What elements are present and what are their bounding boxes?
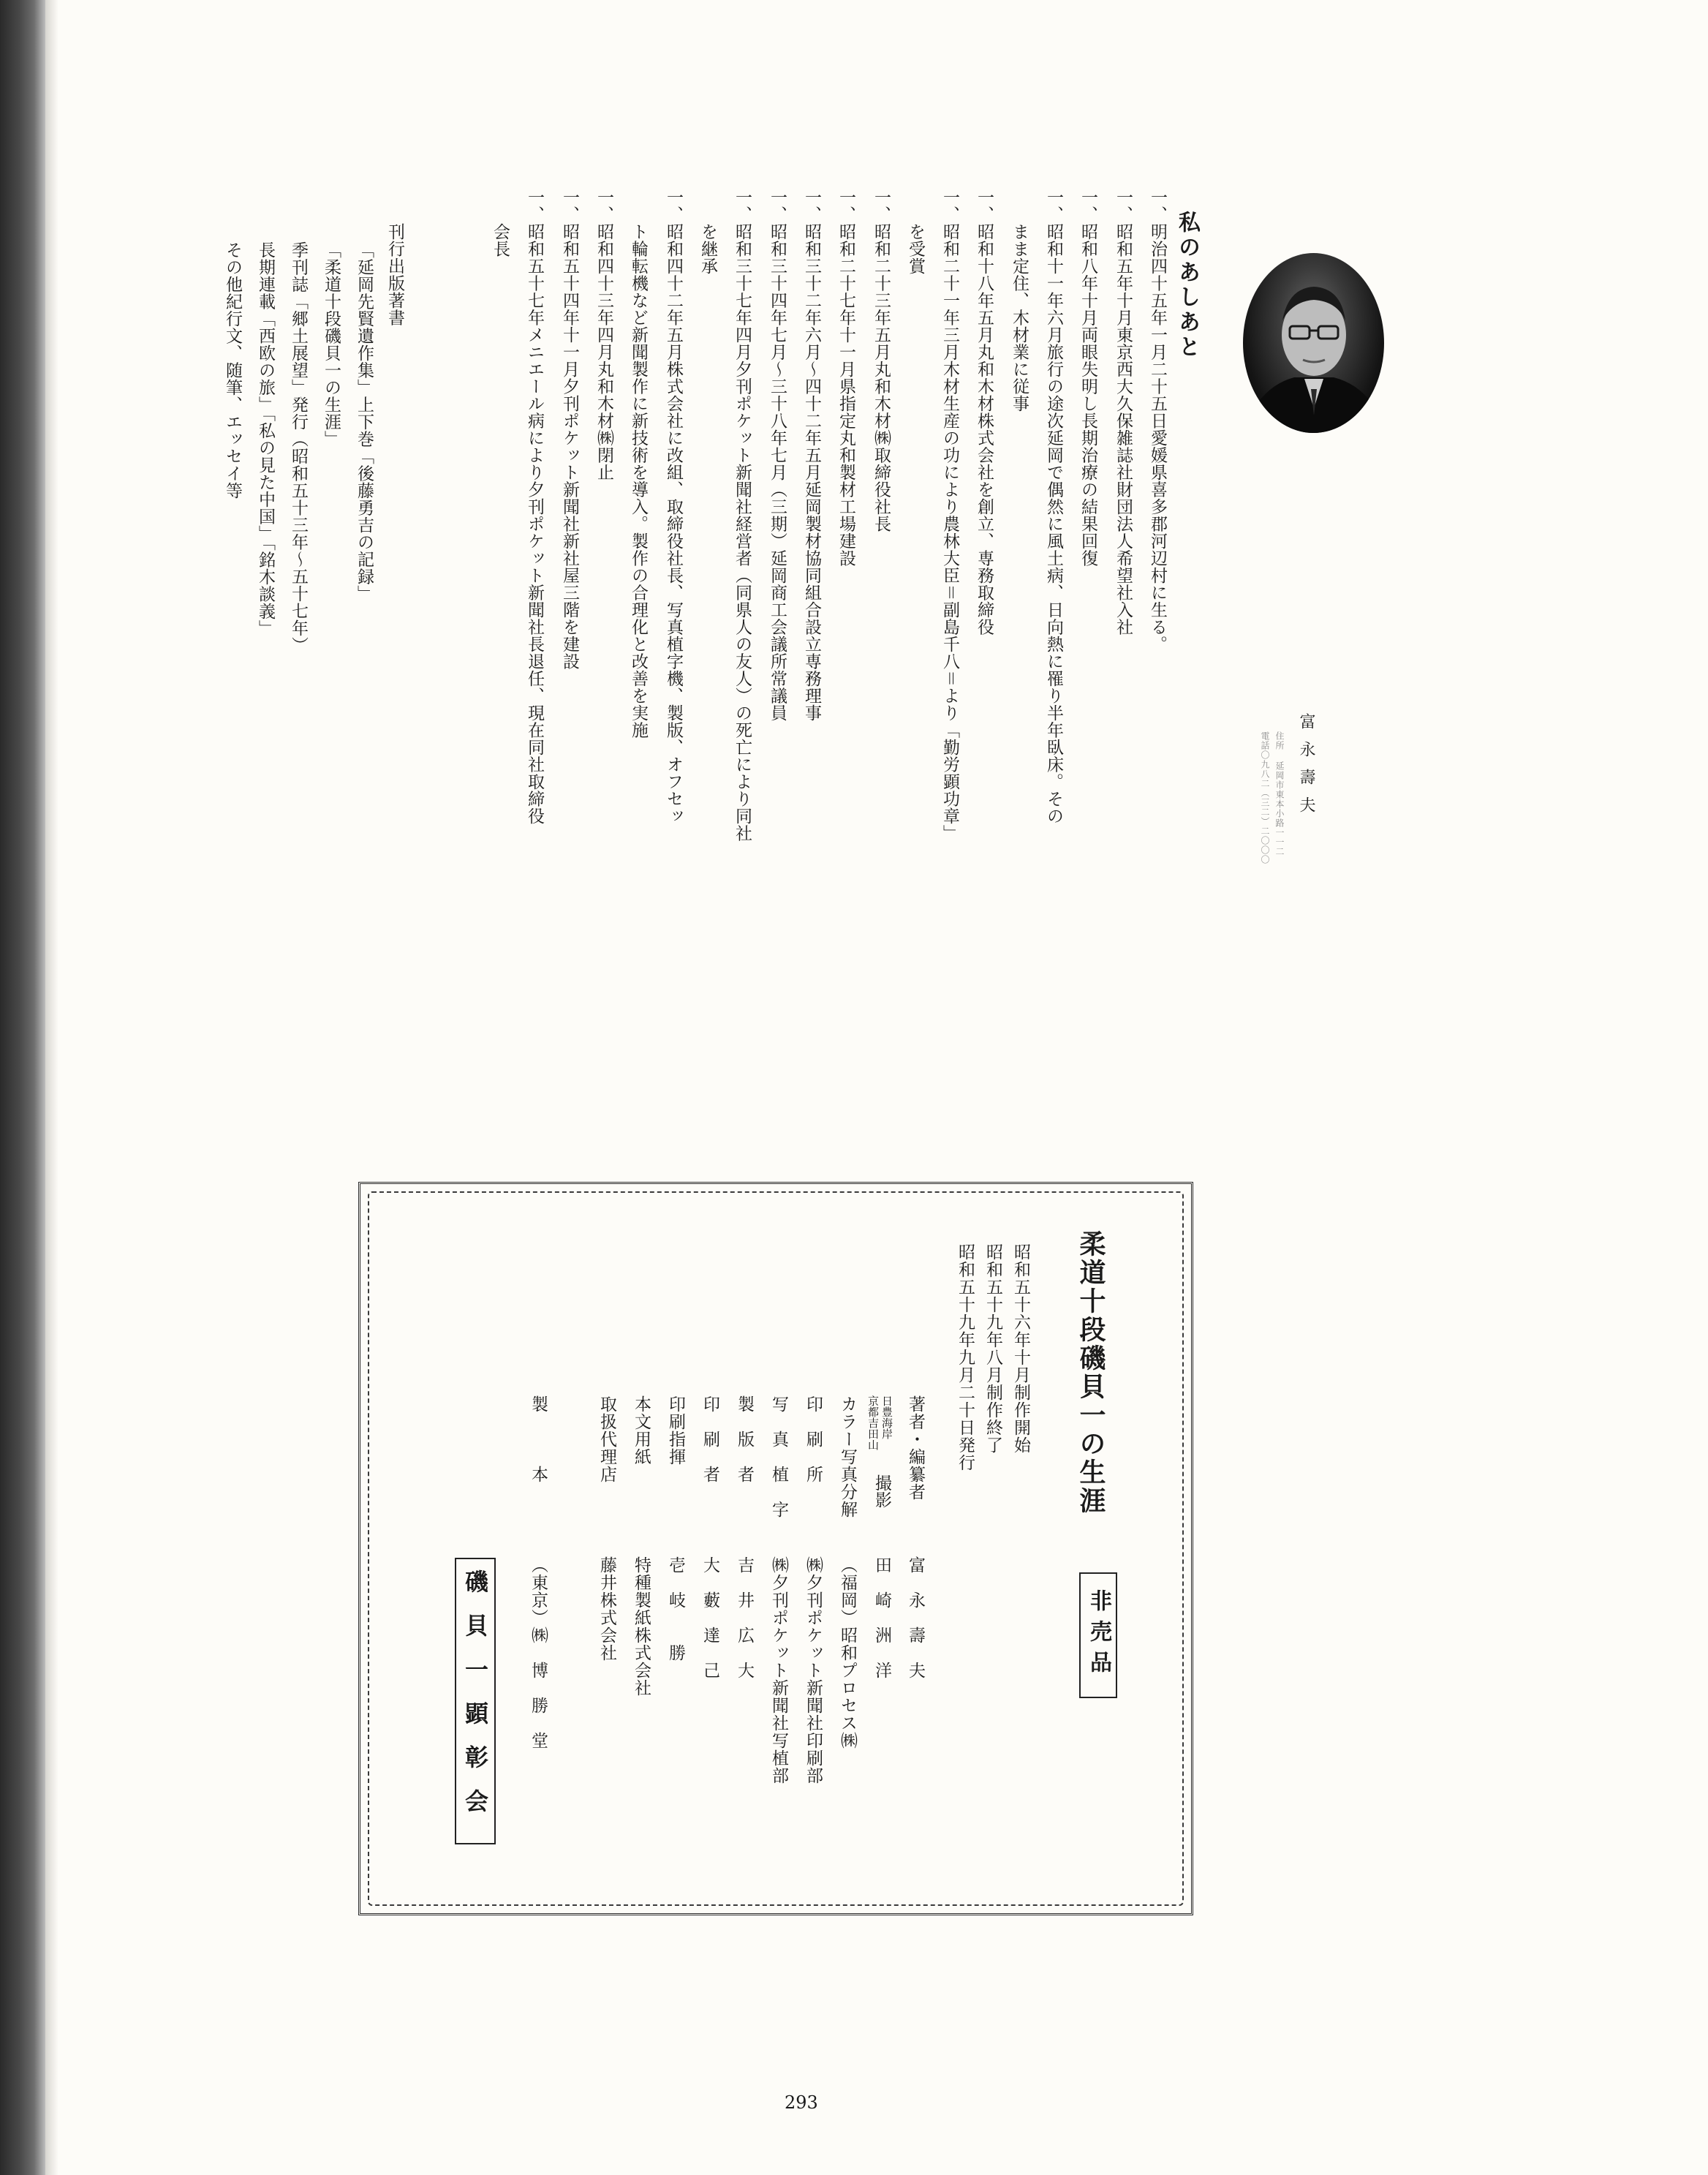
biography-item: まま定住、木材業に従事 (1010, 189, 1029, 412)
publication-item: 「延岡先賢遺作集」上下巻「後藤勇吉の記録」 (355, 241, 374, 603)
colophon-date-start: 昭和五十六年十月制作開始 (1011, 1243, 1030, 1454)
publications-heading: 刊行出版著書 (385, 223, 404, 326)
biography-item: を受賞 (906, 189, 925, 275)
credit-name-printer: ㈱夕刊ポケット新聞社印刷部 (804, 1556, 823, 1784)
biography-item: 一、昭和五年十月東京西大久保雑誌社財団法人希望社入社 (1114, 189, 1133, 636)
biography-item: 一、昭和十一年六月旅行の途次延岡で偶然に風土病、日向熱に罹り半年臥床。その (1044, 189, 1063, 825)
portrait-figure (1243, 253, 1384, 433)
credit-name-binder: （東京）㈱ 博 勝 堂 (529, 1556, 548, 1749)
publication-item: 長期連載「西欧の旅」「私の見た中国」「銘木談義」 (256, 241, 275, 637)
credit-name-pressman: 大 藪 達 己 (700, 1556, 719, 1679)
page-gutter-shadow (45, 0, 58, 2175)
publication-item: 「柔道十段磯貝一の生涯」 (322, 241, 341, 448)
credit-role-color-separation: カラー写真分解 (838, 1395, 857, 1518)
not-for-sale-stamp (1079, 1572, 1117, 1698)
credit-role-author: 著者・編纂者 (906, 1395, 925, 1501)
credit-name-agent: 藤井株式会社 (597, 1556, 616, 1662)
biography-item: 一、昭和二十七年十一月県指定丸和製材工場建設 (836, 189, 855, 567)
credit-name-photo: 田 崎 洲 洋 (872, 1556, 891, 1679)
biography-item: を継承 (698, 189, 717, 275)
biography-item: 会長 (491, 189, 510, 257)
biography-title: 私のあしあと (1174, 211, 1200, 360)
biography-item: ト輪転機など新聞製作に新技術を導入。製作の合理化と改善を実施 (629, 189, 648, 739)
credit-role-photo-line1: 日豊海岸 (880, 1395, 893, 1439)
credit-role-pressman: 印 刷 者 (700, 1395, 719, 1483)
credit-name-paper: 特種製紙株式会社 (632, 1556, 651, 1697)
credit-role-print-director: 印刷指揮 (666, 1395, 685, 1466)
credit-role-paper: 本文用紙 (632, 1395, 651, 1466)
author-address: 住所 延岡市東本小路一一二 (1274, 731, 1285, 856)
book-binding-edge (0, 0, 45, 2175)
credit-role-phototypesetting: 写 真 植 字 (769, 1395, 788, 1518)
author-name: 富永壽夫 (1297, 713, 1315, 824)
credit-role-agent: 取扱代理店 (597, 1395, 616, 1483)
credit-role-photo-suffix: 撮影 (872, 1474, 891, 1508)
page-number: 293 (785, 2092, 818, 2113)
author-phone: 電話〇九八二（三二）二〇〇〇 (1260, 731, 1270, 864)
colophon-date-issue: 昭和五十九年九月二十日発行 (956, 1243, 975, 1471)
credit-name-print-director: 壱 岐 勝 (666, 1556, 685, 1662)
biography-item: 一、明治四十五年一月二十五日愛媛県喜多郡河辺村に生る。 (1148, 189, 1167, 653)
credit-role-printer: 印 刷 所 (804, 1395, 823, 1483)
credit-role-binder: 製 本 (529, 1395, 548, 1483)
biography-item: 一、昭和二十三年五月丸和木材㈱取締役社長 (872, 189, 891, 532)
colophon-date-finish: 昭和五十九年八月制作終了 (983, 1243, 1002, 1454)
biography-item: 一、昭和五十七年メニエール病により夕刊ポケット新聞社長退任、現在同社取締役 (525, 189, 544, 825)
biography-item: 一、昭和五十四年十一月夕刊ポケット新聞社新社屋三階を建設 (560, 189, 579, 670)
publication-item: その他紀行文、随筆、エッセイ等 (223, 241, 242, 500)
colophon-book-title: 柔道十段磯貝一の生涯 (1076, 1230, 1106, 1515)
credit-name-platemaker: 吉 井 広 大 (735, 1556, 754, 1679)
author-portrait-photo (1243, 253, 1384, 433)
biography-item: 一、昭和三十七年四月夕刊ポケット新聞社経営者（同県人の友人）の死亡により同社 (733, 189, 752, 842)
biography-item: 一、昭和三十二年六月〜四十二年五月延岡製材協同組合設立専務理事 (802, 189, 821, 722)
publisher-stamp (455, 1558, 496, 1844)
biography-item: 一、昭和三十四年七月〜三十八年七月（三期）延岡商工会議所常議員 (768, 189, 787, 722)
credit-name-color-separation: （福岡）昭和プロセス㈱ (838, 1556, 857, 1749)
biography-item: 一、昭和四十三年四月丸和木材㈱閉止 (594, 189, 613, 481)
credit-name-author: 富 永 壽 夫 (906, 1556, 925, 1679)
publisher-name: 磯貝一顕彰会 (461, 1569, 489, 1833)
biography-item: 一、昭和十八年五月丸和木材株式会社を創立、専務取締役 (975, 189, 994, 636)
biography-item: 一、昭和四十二年五月株式会社に改組、取締役社長、写真植字機、製版、オフセッ (664, 189, 683, 825)
not-for-sale-label: 非売品 (1086, 1589, 1111, 1681)
biography-item: 一、昭和八年十月両眼失明し長期治療の結果回復 (1078, 189, 1097, 567)
credit-role-photo-line2: 京都吉田山 (866, 1395, 880, 1450)
credit-role-platemaker: 製 版 者 (735, 1395, 754, 1483)
biography-item: 一、昭和二十一年三月木材生産の功により農林大臣＝副島千八＝より「勤労顕功章」 (940, 189, 959, 842)
credit-name-phototypesetting: ㈱夕刊ポケット新聞社写植部 (769, 1556, 788, 1784)
publication-item: 季刊誌「郷土展望」発行（昭和五十三年〜五十七年） (289, 241, 308, 654)
